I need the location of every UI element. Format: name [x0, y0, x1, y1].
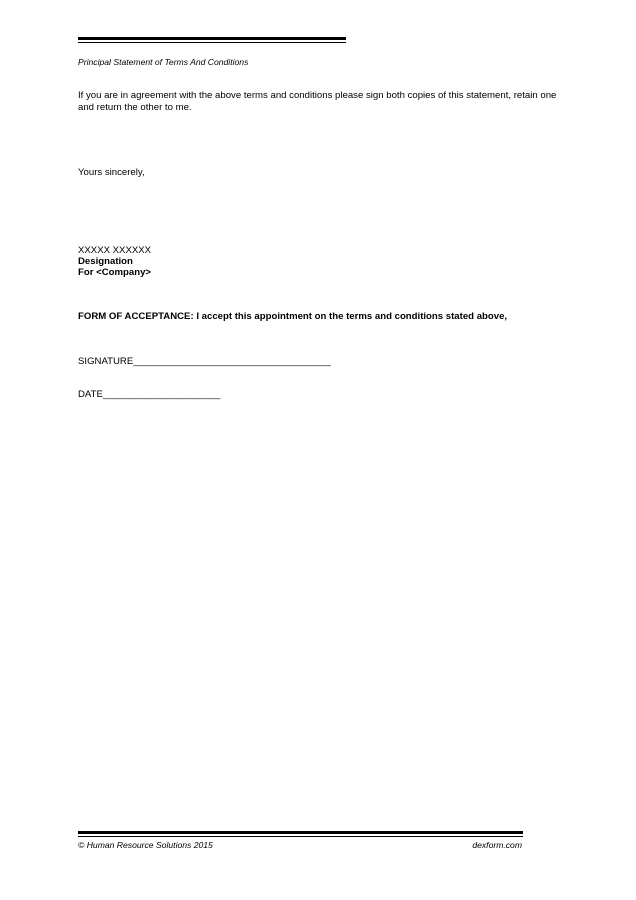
- agreement-paragraph: If you are in agreement with the above terms and conditions please sign both copies of this statement, retain one and return the other to me.: [78, 90, 557, 113]
- signer-designation: Designation: [78, 256, 133, 267]
- header-title: Principal Statement of Terms And Conditions: [78, 57, 249, 67]
- footer-copyright: © Human Resource Solutions 2015: [78, 840, 213, 850]
- signer-company: For <Company>: [78, 267, 152, 278]
- footer-site: dexform.com: [472, 840, 522, 850]
- date-field[interactable]: DATE______________________: [78, 389, 221, 400]
- closing: Yours sincerely,: [78, 167, 145, 178]
- signature-field[interactable]: SIGNATURE_____________________________________: [78, 356, 331, 367]
- signer-name: XXXXX XXXXXX: [78, 245, 152, 256]
- acceptance-statement: FORM OF ACCEPTANCE: I accept this appointment on the terms and conditions stated above,: [78, 311, 508, 322]
